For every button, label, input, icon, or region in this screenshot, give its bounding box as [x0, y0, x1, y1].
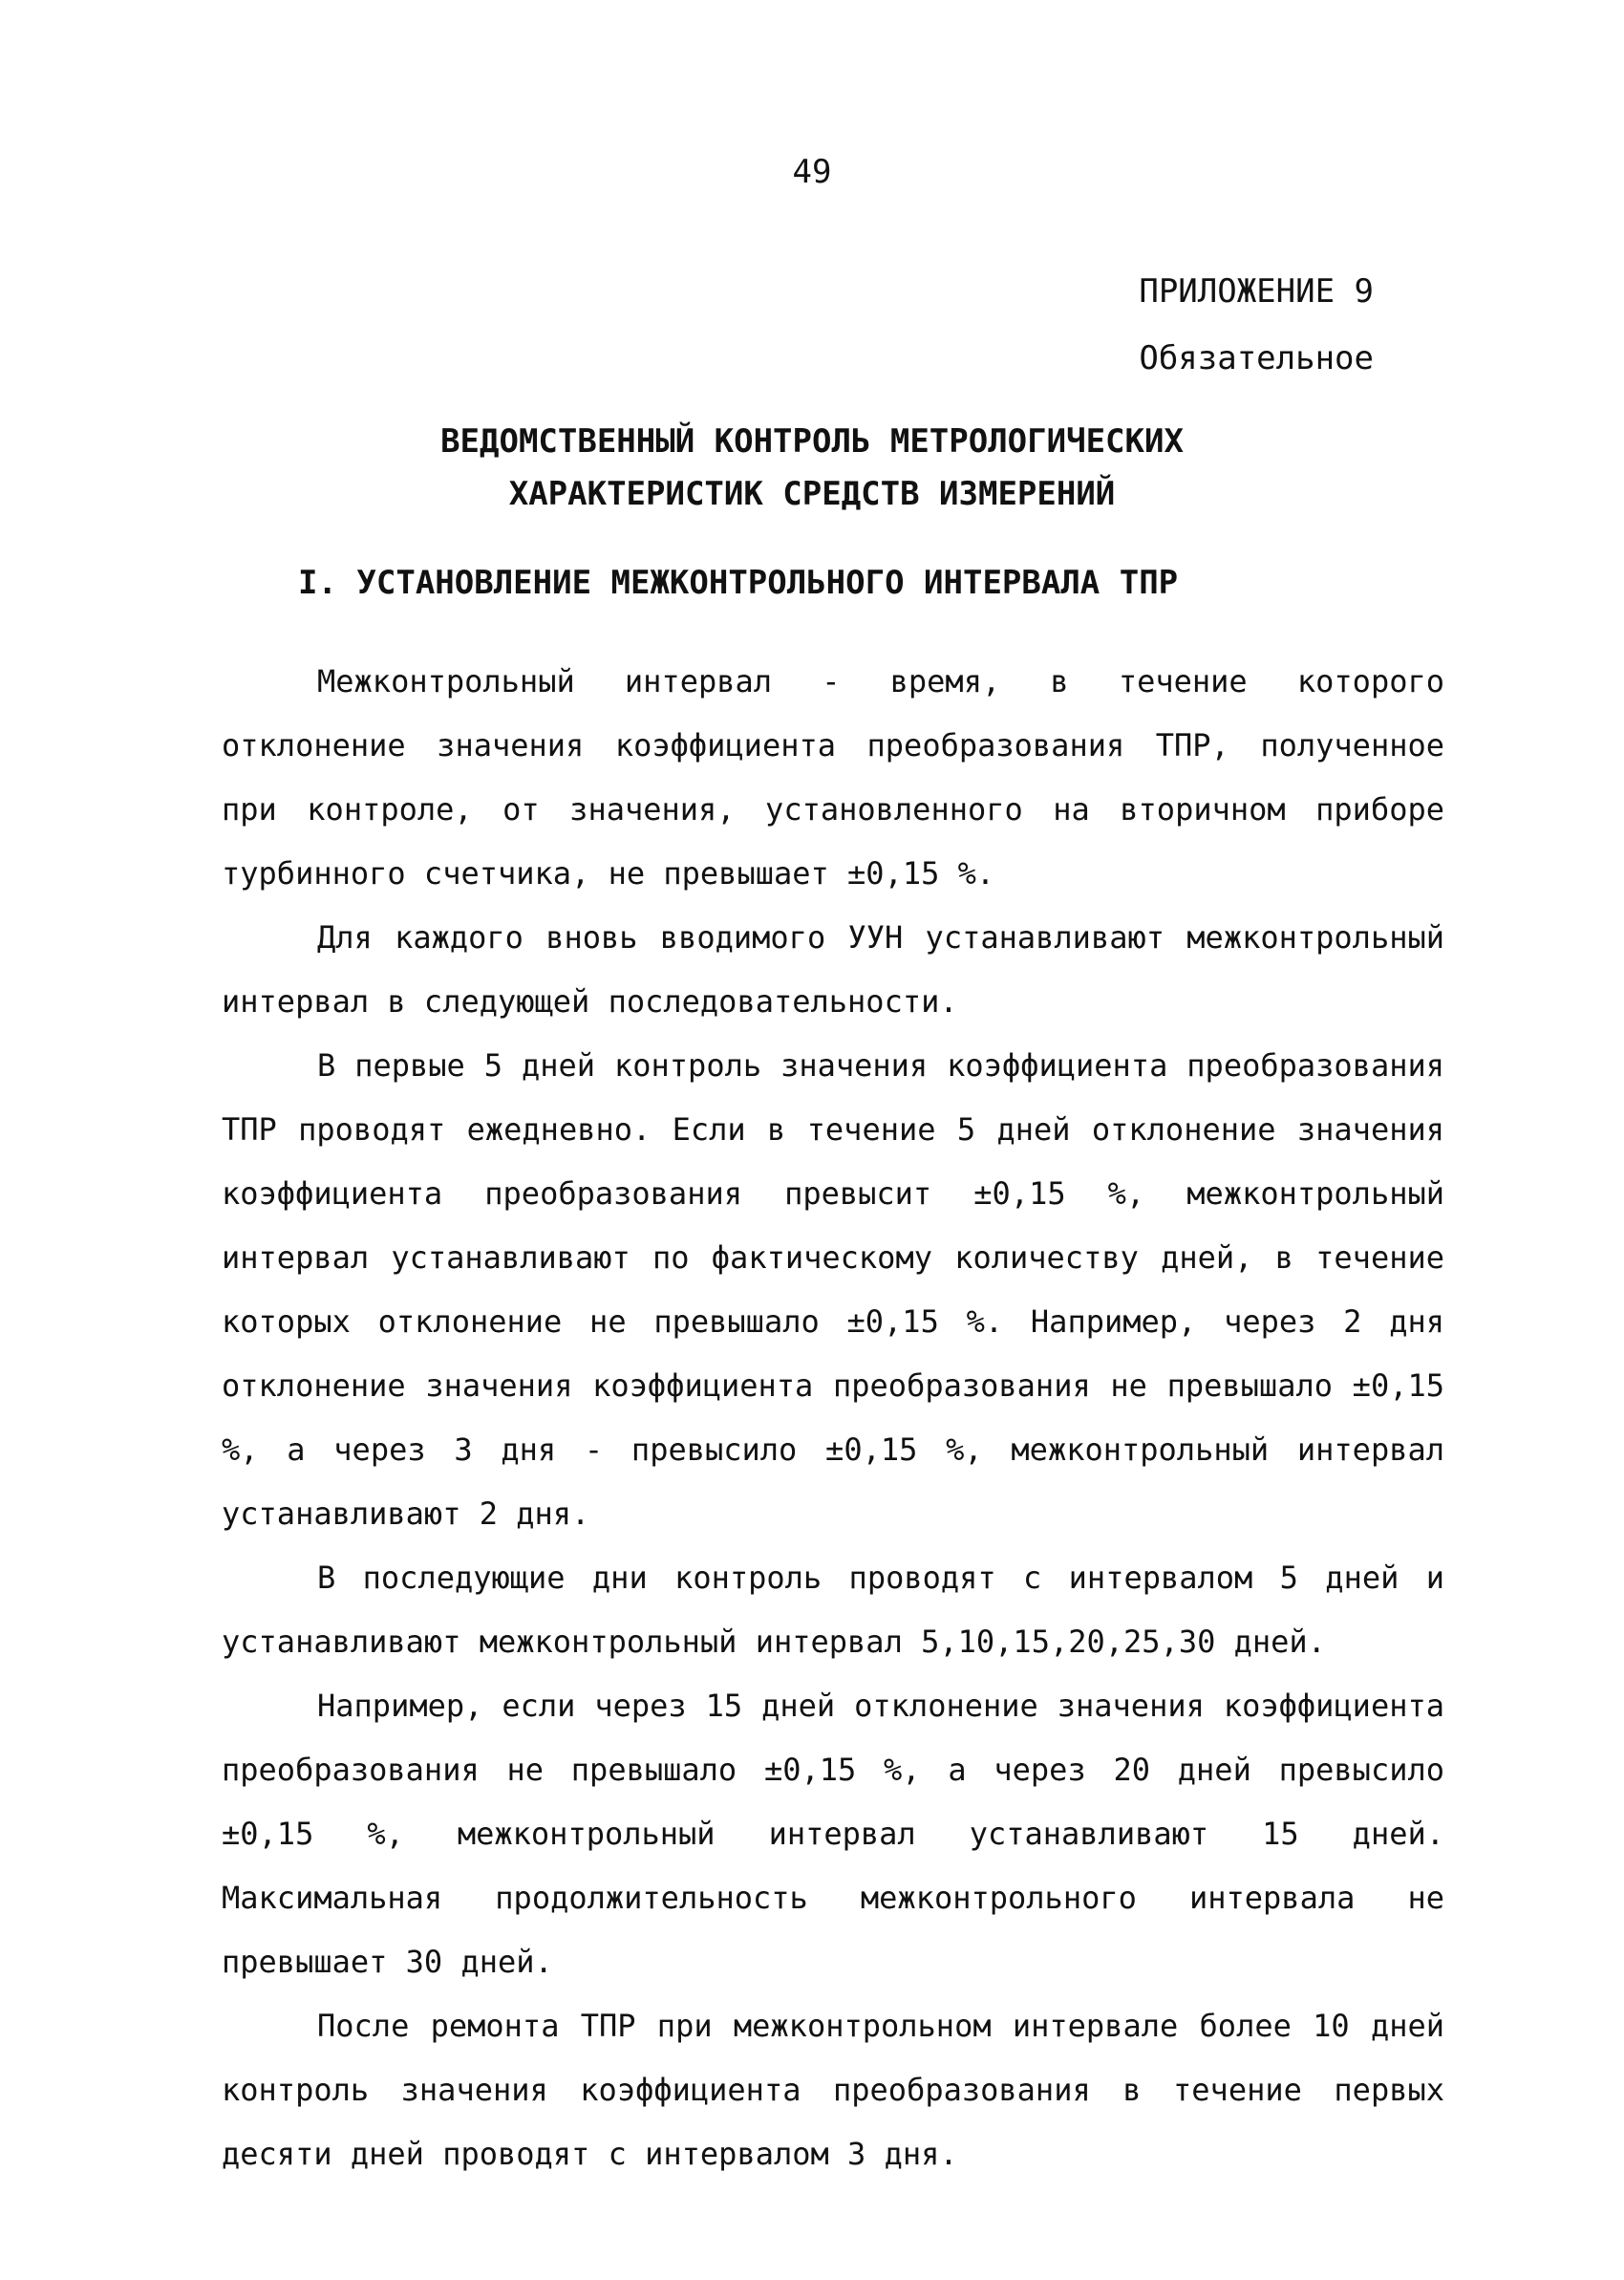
appendix-block: [1139, 258, 1374, 392]
appendix-status: Обязательное: [1139, 339, 1374, 377]
section-heading: I. УСТАНОВЛЕНИЕ МЕЖКОНТРОЛЬНОГО ИНТЕРВАЛА ТПР: [298, 564, 1179, 602]
paragraph: В первые 5 дней контроль значения коэффициента преобразования ТПР проводят ежедневно. Если в течение 5 дней отклонение значения коэффициента преобразования превысит ±0,15 %, межконтрольный интервал устанавливают по фактическому количеству дней, в течение которых отклонение не превышало ±0,15 %. Например, через 2 дня отклонение значения коэффициента преобразования не превышало ±0,15 %, а через 3 дня - превысило ±0,15 %, межконтрольный интервал устанавливают 2 дня.: [222, 1047, 1444, 1532]
page-number: 49: [792, 153, 832, 191]
paragraph: Для каждого вновь вводимого УУН устанавливают межконтрольный интервал в следующей последовательности.: [222, 919, 1444, 1020]
document-title-line-2: ХАРАКТЕРИСТИК СРЕДСТВ ИЗМЕРЕНИЙ: [508, 475, 1116, 513]
appendix-label: ПРИЛОЖЕНИЕ 9: [1139, 272, 1374, 311]
body-text: [222, 650, 1444, 2186]
paragraph: В последующие дни контроль проводят с интервалом 5 дней и устанавливают межконтрольный интервал 5,10,15,20,25,30 дней.: [222, 1559, 1444, 1660]
document-title-line-1: ВЕДОМСТВЕННЫЙ КОНТРОЛЬ МЕТРОЛОГИЧЕСКИХ: [440, 422, 1184, 461]
paragraph: После ремонта ТПР при межконтрольном интервале более 10 дней контроль значения коэффициента преобразования в течение первых десяти дней проводят с интервалом 3 дня.: [222, 2008, 1444, 2172]
document-title: [0, 416, 1624, 521]
paragraph: Межконтрольный интервал - время, в течение которого отклонение значения коэффициента преобразования ТПР, полученное при контроле, от значения, установленного на вторичном приборе турбинного счетчика, не превышает ±0,15 %.: [222, 663, 1444, 892]
paragraph: Например, если через 15 дней отклонение значения коэффициента преобразования не превышало ±0,15 %, а через 20 дней превысило ±0,15 %, межконтрольный интервал устанавливают 15 дней. Максимальная продолжительность межконтрольного интервала не превышает 30 дней.: [222, 1688, 1444, 1980]
